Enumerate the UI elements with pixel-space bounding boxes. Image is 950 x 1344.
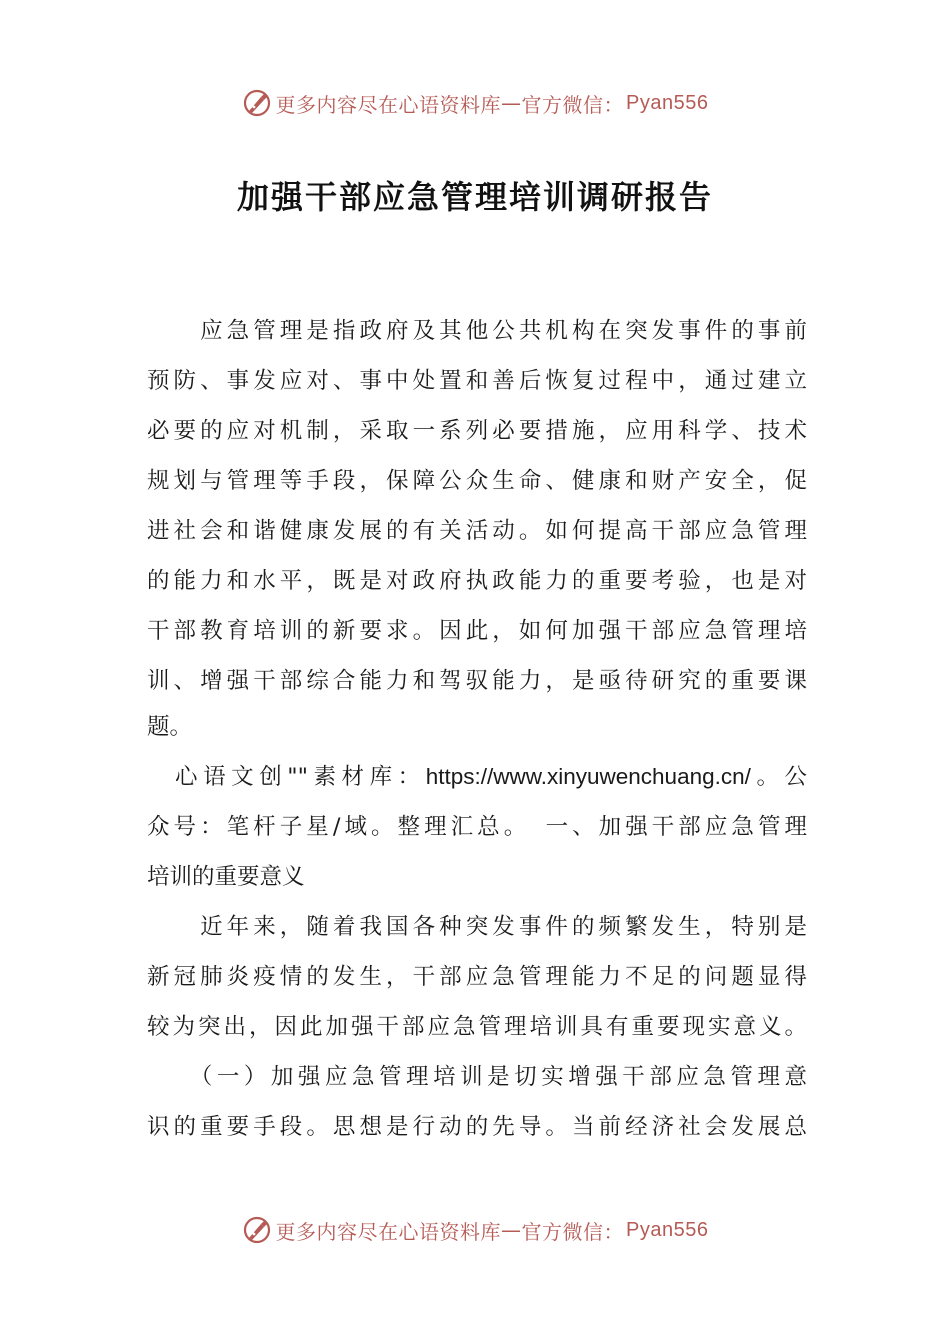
pen-nib-logo-icon	[242, 88, 272, 118]
banner-account: Pyan556	[626, 91, 709, 114]
paragraph-1-line-3: 必要的应对机制，采取一系列必要措施，应用科学、技术	[147, 418, 807, 444]
banner-wechat-label: 官方微信：	[521, 92, 625, 117]
banner-tagline: 更多内容尽在心语资料库	[275, 92, 502, 117]
source-url-link[interactable]: https://www.xinyuwenchuang.cn/	[425, 764, 751, 789]
header-watermark-banner	[0, 83, 950, 123]
paragraph-4-line-1: （一）加强应急管理培训是切实增强干部应急管理意	[147, 1064, 807, 1090]
banner-dash: —	[501, 91, 522, 115]
footer-watermark-banner	[0, 1210, 950, 1250]
paragraph-3-line-3: 较为突出，因此加强干部应急管理培训具有重要现实意义。	[147, 1014, 807, 1040]
paragraph-1-line-8: 训、增强干部综合能力和驾驭能力，是亟待研究的重要课	[147, 668, 807, 694]
paragraph-4-line-2: 识的重要手段。思想是行动的先导。当前经济社会发展总	[147, 1114, 807, 1140]
paragraph-1-line-2: 预防、事发应对、事中处置和善后恢复过程中，通过建立	[147, 368, 807, 394]
source-note-line-3: 培训的重要意义	[147, 864, 305, 890]
paragraph-3-line-1: 近年来，随着我国各种突发事件的频繁发生，特别是	[147, 914, 807, 940]
paragraph-1-line-9: 题。	[147, 714, 193, 740]
paragraph-1-line-7: 干部教育培训的新要求。因此，如何加强干部应急管理培	[147, 618, 807, 644]
banner-dash: —	[501, 1218, 522, 1242]
pen-nib-logo-icon	[242, 1215, 272, 1245]
document-title: 加强干部应急管理培训调研报告	[236, 178, 713, 216]
banner-account: Pyan556	[626, 1218, 709, 1241]
paragraph-3-line-2: 新冠肺炎疫情的发生，干部应急管理能力不足的问题显得	[147, 964, 807, 990]
source-note-line-1	[147, 752, 807, 802]
source-note-suffix: 。公	[750, 764, 807, 790]
source-note-prefix: 心语文创""素材库：	[147, 764, 426, 790]
paragraph-1-line-4: 规划与管理等手段，保障公众生命、健康和财产安全，促	[147, 468, 807, 494]
paragraph-1-line-6: 的能力和水平，既是对政府执政能力的重要考验，也是对	[147, 568, 807, 594]
paragraph-1-line-5: 进社会和谐健康发展的有关活动。如何提高干部应急管理	[147, 518, 807, 544]
banner-tagline: 更多内容尽在心语资料库	[275, 1219, 502, 1244]
paragraph-1-line-1: 应急管理是指政府及其他公共机构在突发事件的事前	[147, 318, 807, 344]
source-note-line-2: 众号：笔杆子星/域。整理汇总。 一、加强干部应急管理	[147, 814, 807, 840]
banner-wechat-label: 官方微信：	[521, 1219, 625, 1244]
